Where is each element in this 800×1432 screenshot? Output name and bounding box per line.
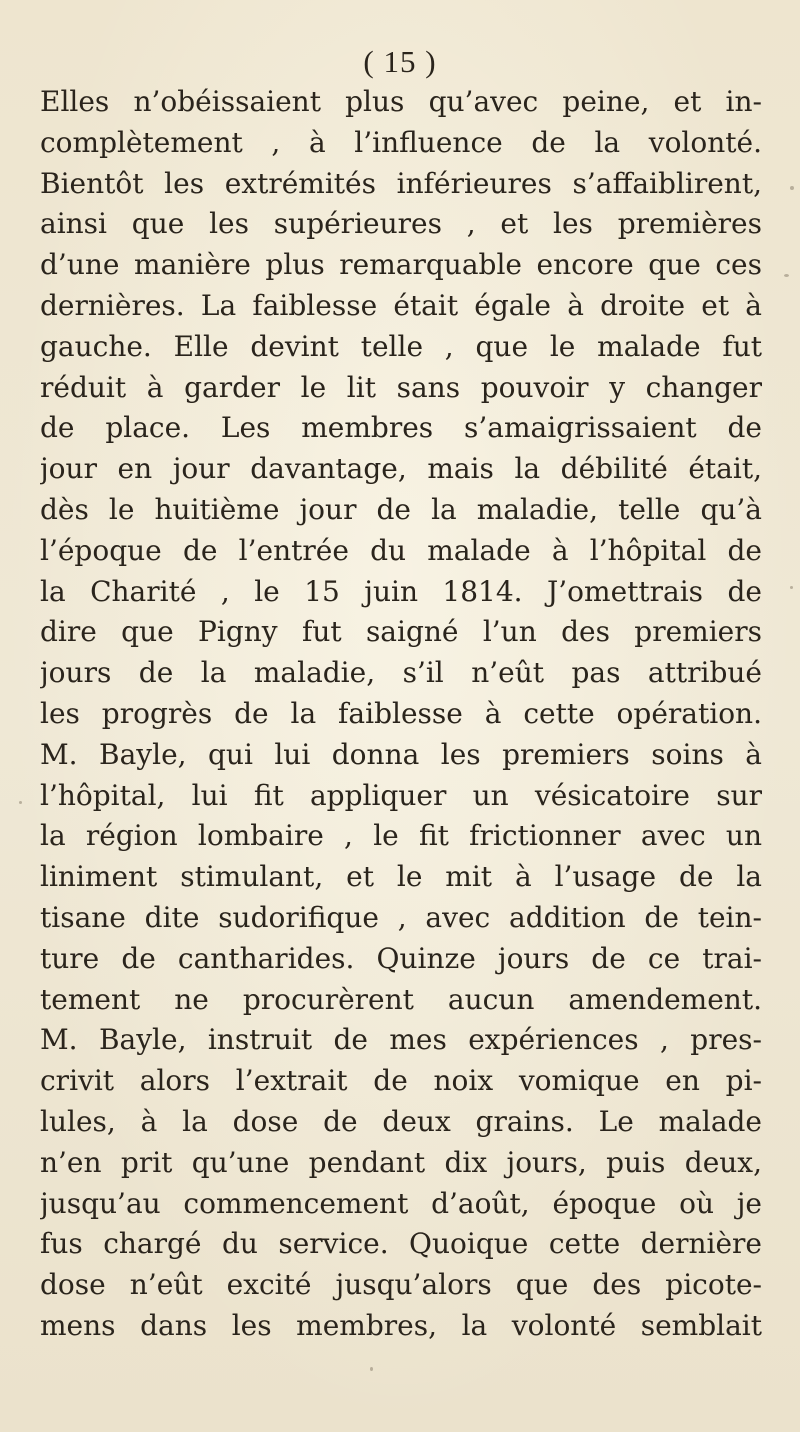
page-number: ( 15 ): [363, 44, 437, 79]
text-line: mens dans les membres, la volonté semblait: [40, 1308, 762, 1342]
text-line: tisane dite sudorifique , avec addition de tein-: [40, 900, 762, 934]
text-line: M. Bayle, instruit de mes expériences , pres-: [40, 1023, 762, 1057]
paper-speck: [784, 274, 789, 277]
text-line: ainsi que les supérieures , et les premières: [40, 207, 762, 241]
text-line: dès le huitième jour de la maladie, telle qu’à: [40, 492, 762, 526]
text-line: jours de la maladie, s’il n’eût pas attribué: [40, 656, 762, 690]
text-line: la région lombaire , le fit frictionner avec un: [40, 819, 762, 853]
body-text: [40, 82, 762, 1347]
paper-speck: [370, 1367, 373, 1371]
text-line: de place. Les membres s’amaigrissaient de: [40, 411, 762, 445]
text-line: Bientôt les extrémités inférieures s’affaiblirent,: [40, 166, 762, 200]
text-line: tement ne procurèrent aucun amendement.: [40, 982, 762, 1016]
text-line: liniment stimulant, et le mit à l’usage de la: [40, 860, 762, 894]
text-line: l’hôpital, lui fit appliquer un vésicatoire sur: [40, 778, 762, 812]
paper-speck: [790, 186, 794, 190]
text-line: fus chargé du service. Quoique cette dernière: [40, 1227, 762, 1261]
text-line: Elles n’obéissaient plus qu’avec peine, et in-: [40, 85, 762, 118]
text-line: dire que Pigny fut saigné l’un des premiers: [40, 615, 762, 649]
text-line: jour en jour davantage, mais la débilité était,: [40, 452, 762, 486]
text-line: n’en prit qu’une pendant dix jours, puis deux,: [40, 1145, 762, 1179]
text-line: réduit à garder le lit sans pouvoir y changer: [40, 370, 762, 404]
text-line: M. Bayle, qui lui donna les premiers soins à: [40, 737, 762, 771]
text-line: complètement , à l’influence de la volonté.: [40, 125, 762, 159]
text-line: dernières. La faiblesse était égale à droite et à: [40, 288, 762, 322]
text-line: d’une manière plus remarquable encore que ces: [40, 248, 762, 282]
paper-speck: [19, 801, 22, 804]
text-line: la Charité , le 15 juin 1814. J’omettrais de: [40, 574, 762, 608]
paper-speck: [790, 586, 793, 589]
text-line: lules, à la dose de deux grains. Le malade: [40, 1104, 762, 1138]
text-line: l’époque de l’entrée du malade à l’hôpital de: [40, 533, 762, 567]
text-line: les progrès de la faiblesse à cette opération.: [40, 696, 762, 730]
text-line: dose n’eût excité jusqu’alors que des picote-: [40, 1268, 762, 1302]
text-line: crivit alors l’extrait de noix vomique en pi-: [40, 1064, 762, 1098]
text-line: jusqu’au commencement d’août, époque où je: [40, 1186, 762, 1220]
text-line: gauche. Elle devint telle , que le malade fut: [40, 329, 762, 363]
text-line: ture de cantharides. Quinze jours de ce trai-: [40, 941, 762, 975]
